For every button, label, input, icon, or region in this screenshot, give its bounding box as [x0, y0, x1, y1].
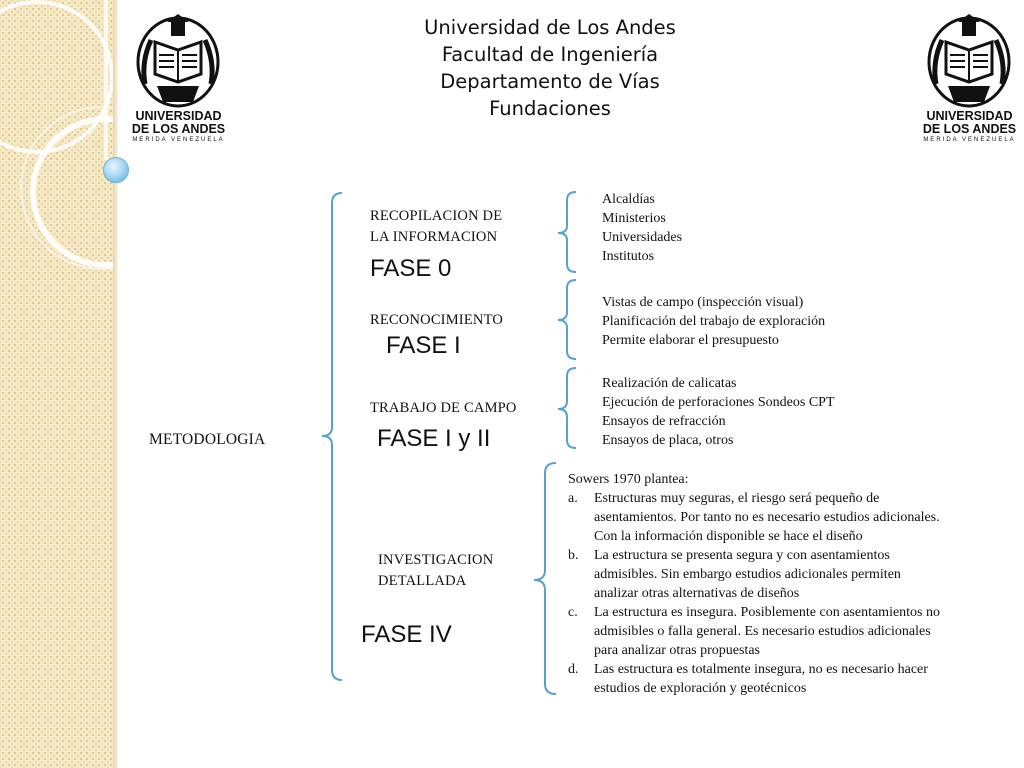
- fase-title: FASE 0: [370, 255, 452, 282]
- criteria-marker: d.: [568, 662, 579, 677]
- criteria-line: estudios de exploración y geotécnicos: [594, 681, 807, 696]
- list-item: Alcaldías: [602, 192, 655, 207]
- list-item: Ministerios: [602, 211, 666, 226]
- bracket-fase2: [558, 368, 576, 448]
- logo-title-line: UNIVERSIDAD: [926, 109, 1013, 123]
- criteria-item: [568, 603, 998, 660]
- stage-label-line: RECOPILACION DE: [370, 208, 503, 224]
- criteria-line: analizar otras alternativas de diseños: [594, 586, 800, 601]
- criteria-intro: Sowers 1970 plantea:: [568, 472, 689, 487]
- criteria-line: admisibles o falla general. Es necesario estudios adicionales: [594, 624, 931, 639]
- sowers-criteria: [568, 470, 998, 698]
- stage-label: [370, 206, 502, 248]
- stage-label: [370, 310, 503, 331]
- root-methodology: METODOLOGIA: [149, 431, 266, 448]
- stage-label-line: RECONOCIMIENTO: [370, 312, 504, 328]
- stage-label-line: INVESTIGACION: [378, 552, 494, 568]
- list-item: Institutos: [602, 249, 655, 264]
- list-item: Realización de calicatas: [602, 376, 737, 391]
- fase-title: FASE I y II: [377, 425, 491, 452]
- logo-title-line: UNIVERSIDAD: [135, 109, 222, 123]
- list-item: Ensayos de placa, otros: [602, 433, 734, 448]
- logo-title-line: DE LOS ANDES: [131, 122, 226, 136]
- stage-label: [370, 398, 517, 419]
- university-name: Universidad de Los Andes: [424, 16, 676, 39]
- list-item: Vistas de campo (inspección visual): [602, 295, 804, 310]
- faculty-name: Facultad de Ingeniería: [441, 43, 659, 66]
- bracket-fase1: [558, 280, 576, 359]
- stage-items: [602, 374, 835, 450]
- criteria-marker: a.: [568, 491, 578, 506]
- list-item: Permite elaborar el presupuesto: [602, 333, 779, 348]
- criteria-line: La estructura se presenta segura y con asentamientos: [594, 548, 890, 563]
- criteria-line: asentamientos. Por tanto no es necesario estudios adicionales.: [594, 510, 940, 525]
- stage-label-line: LA INFORMACION: [370, 229, 498, 245]
- main-bracket: [322, 193, 342, 680]
- criteria-item: [568, 546, 998, 603]
- criteria-marker: c.: [568, 605, 578, 620]
- criteria-item: [568, 660, 998, 698]
- list-item: Planificación del trabajo de exploración: [602, 314, 826, 329]
- criteria-line: Estructuras muy seguras, el riesgo será pequeño de: [594, 491, 880, 506]
- stage-label-line: DETALLADA: [378, 573, 467, 589]
- list-item: Ensayos de refracción: [602, 414, 726, 429]
- bracket-fase4: [534, 463, 556, 694]
- criteria-line: Las estructura es totalmente insegura, no es necesario hacer: [594, 662, 928, 677]
- criteria-item: [568, 489, 998, 546]
- criteria-line: admisibles. Sin embargo estudios adicionales permiten: [594, 567, 901, 582]
- course-name: Fundaciones: [489, 97, 611, 120]
- department-name: Departamento de Vías: [440, 70, 660, 93]
- fase-title: FASE I: [386, 332, 461, 359]
- logo-title-line: DE LOS ANDES: [922, 122, 1017, 136]
- criteria-line: para analizar otras propuestas: [594, 643, 760, 658]
- fase-title: FASE IV: [361, 621, 452, 648]
- bracket-fase0: [558, 192, 576, 272]
- stage-items: [602, 190, 682, 266]
- list-item: Ejecución de perforaciones Sondeos CPT: [602, 395, 835, 410]
- criteria-line: Con la información disponible se hace el diseño: [594, 529, 863, 544]
- criteria-marker: b.: [568, 548, 579, 563]
- logo-subtitle: MERIDA VENEZUELA: [923, 137, 1016, 143]
- criteria-line: La estructura es insegura. Posiblemente con asentamientos no: [594, 605, 941, 620]
- stage-items: [602, 293, 825, 350]
- list-item: Universidades: [602, 230, 683, 245]
- logo-subtitle: MERIDA VENEZUELA: [132, 137, 225, 143]
- stage-label: [378, 550, 493, 592]
- stage-label-line: TRABAJO DE CAMPO: [370, 400, 517, 416]
